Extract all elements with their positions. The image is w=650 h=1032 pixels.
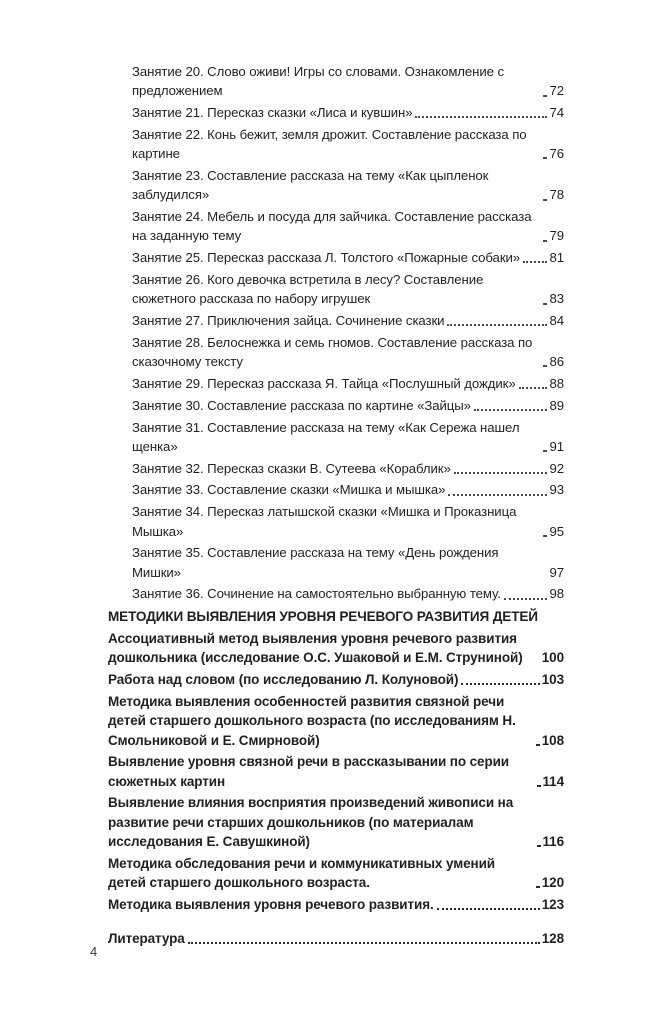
toc-entry-page: 97 — [549, 564, 564, 580]
dot-leader — [474, 407, 548, 411]
dot-leader — [454, 470, 548, 474]
toc-entry-title: Ассоциативный метод выявления уровня речевого развития дошкольника (исследование О.С. Ушаковой и Е.М. Струниной) — [108, 631, 523, 666]
page-number: 4 — [90, 944, 98, 959]
toc-entry[interactable] — [108, 103, 564, 122]
toc-entry[interactable] — [108, 374, 564, 393]
toc-entry[interactable] — [108, 207, 564, 246]
toc-entry[interactable] — [108, 854, 564, 893]
toc-entry[interactable] — [108, 248, 564, 267]
toc-entry-title: Методика обследования речи и коммуникативных умений детей старшего дошкольного возраста. — [108, 855, 495, 891]
dot-leader — [523, 259, 547, 263]
dot-leader — [448, 492, 547, 496]
dot-leader — [437, 906, 540, 910]
dot-leader — [543, 576, 547, 578]
dot-leader — [543, 363, 547, 367]
dot-leader — [447, 322, 547, 326]
toc-entry-page: 88 — [549, 375, 564, 391]
toc-entry-title: Занятие 21. Пересказ сказки «Лиса и кувшин» — [132, 105, 413, 121]
dot-leader — [536, 742, 540, 746]
toc-entry[interactable] — [108, 752, 564, 791]
toc-entry-title: Занятие 20. Слово оживи! Игры со словами. Ознакомление с предложением — [132, 64, 505, 99]
toc-entry-title: Занятие 22. Конь бежит, земля дрожит. Составление рассказа по картине — [132, 126, 527, 162]
toc-entry-page: 108 — [541, 732, 564, 748]
toc-entry-page: 91 — [549, 438, 564, 454]
toc-entry[interactable] — [108, 480, 564, 499]
toc-entry-page: 79 — [549, 228, 564, 244]
dot-leader — [543, 448, 547, 452]
toc-entry-page: 72 — [549, 83, 564, 99]
dot-leader — [536, 662, 540, 664]
toc-entry-page: 103 — [541, 672, 564, 688]
toc-entry[interactable] — [108, 502, 564, 541]
toc-entry-page: 116 — [542, 833, 564, 849]
toc-entry-page: 74 — [549, 105, 564, 121]
toc-entry-title: Выявление влияния восприятия произведений живописи на развитие речи старших дошкольников (по материалам исследования Е. Савушкиной) — [108, 795, 514, 849]
toc-entry-title: Занятие 32. Пересказ сказки В. Сутеева «Кораблик» — [132, 460, 451, 476]
dot-leader — [543, 197, 547, 201]
dot-leader — [519, 385, 548, 389]
toc-entry-page: 95 — [549, 523, 564, 539]
dot-leader — [188, 940, 540, 944]
toc-entry-page: 81 — [549, 250, 564, 266]
toc-entry-page: 100 — [541, 650, 564, 666]
toc-entry[interactable] — [108, 125, 564, 164]
toc-entry-title: Работа над словом (по исследованию Л. Колуновой) — [108, 672, 459, 688]
toc-entry-title: Занятие 30. Составление рассказа по картине «Зайцы» — [132, 397, 471, 413]
toc-entry[interactable] — [108, 396, 564, 415]
toc-entry-title: Занятие 24. Мебель и посуда для зайчика. Составление рассказа на заданную тему — [132, 209, 532, 244]
toc-entry-title: Занятие 27. Приключения зайца. Сочинение сказки — [132, 313, 445, 329]
dot-leader — [543, 155, 547, 159]
toc-entry[interactable] — [108, 670, 564, 689]
dot-leader — [543, 93, 547, 97]
toc-entry[interactable] — [108, 333, 564, 372]
toc-entry-title: Методика выявления особенностей развития связной речи детей старшего дошкольного возраста (по исследованиям Н. Смольниковой и Е. Смирновой) — [108, 693, 516, 748]
toc-entry-title: Занятие 26. Кого девочка встретила в лесу? Составление сюжетного рассказа по набору игрушек — [132, 271, 484, 307]
toc-entry-title: Литература — [108, 931, 185, 947]
toc-entry[interactable] — [108, 629, 564, 668]
toc-entry-page: 78 — [549, 187, 564, 203]
toc-entry[interactable] — [108, 584, 564, 603]
toc-section-heading: МЕТОДИКИ ВЫЯВЛЕНИЯ УРОВНЯ РЕЧЕВОГО РАЗВИТИЯ ДЕТЕЙ — [108, 608, 538, 624]
toc-entry-title: Занятие 36. Сочинение на самостоятельно выбранную тему. — [132, 586, 501, 602]
toc-entry[interactable] — [108, 543, 564, 582]
dot-leader — [504, 596, 548, 600]
dot-leader — [461, 681, 539, 685]
toc-entry[interactable] — [108, 166, 564, 205]
toc-entry-title: Занятие 28. Белоснежка и семь гномов. Составление рассказа по сказочному тексту — [132, 334, 533, 370]
toc-entry-title: Занятие 35. Составление рассказа на тему «День рождения Мишки» — [132, 545, 499, 580]
dot-leader — [536, 884, 540, 888]
toc-entry-page: 92 — [549, 460, 564, 476]
toc-entry-title: Занятие 34. Пересказ латышской сказки «Мишка и Проказница Мышка» — [132, 504, 517, 539]
toc-entry[interactable] — [108, 793, 564, 851]
toc-entry-page: 93 — [549, 482, 564, 498]
toc-entry[interactable] — [108, 459, 564, 478]
dot-leader — [543, 238, 547, 242]
toc-entry-page: 120 — [541, 875, 564, 891]
toc-entry[interactable] — [108, 270, 564, 309]
toc-entry-title: Выявление уровня связной речи в рассказывании по серии сюжетных картин — [108, 754, 510, 789]
toc-entry-page: 89 — [549, 397, 564, 413]
toc-entry-title: Занятие 31. Составление рассказа на тему «Как Сережа нашел щенка» — [132, 419, 520, 454]
dot-leader — [543, 301, 547, 305]
toc-entry-title: Занятие 23. Составление рассказа на тему «Как цыпленок заблудился» — [132, 167, 489, 203]
toc-entry-page: 83 — [549, 291, 564, 307]
toc-entry[interactable] — [108, 62, 564, 101]
toc-entry-page: 86 — [549, 354, 564, 370]
toc-entry-title: Методика выявления уровня речевого развития. — [108, 896, 434, 912]
toc-entry-title: Занятие 25. Пересказ рассказа Л. Толстого «Пожарные собаки» — [132, 250, 521, 266]
dot-leader — [537, 843, 541, 847]
toc-entry-literature[interactable] — [108, 929, 564, 948]
toc-entry[interactable] — [108, 311, 564, 330]
toc-entry-page: 114 — [542, 773, 564, 789]
toc-entry[interactable] — [108, 895, 564, 914]
toc-entry-page: 76 — [549, 146, 564, 162]
table-of-contents — [108, 62, 564, 951]
dot-leader — [415, 114, 547, 118]
toc-entry-page: 98 — [549, 586, 564, 602]
toc-entry-title: Занятие 29. Пересказ рассказа Я. Тайца «Послушный дождик» — [132, 375, 516, 391]
toc-entry-page: 128 — [541, 931, 564, 947]
dot-leader — [537, 783, 541, 787]
toc-entry-title: Занятие 33. Составление сказки «Мишка и мышка» — [132, 482, 446, 498]
toc-entry[interactable] — [108, 692, 564, 750]
toc-entry-page: 84 — [549, 313, 564, 329]
toc-entry-page: 123 — [541, 896, 564, 912]
toc-entry[interactable] — [108, 418, 564, 457]
dot-leader — [543, 533, 547, 537]
